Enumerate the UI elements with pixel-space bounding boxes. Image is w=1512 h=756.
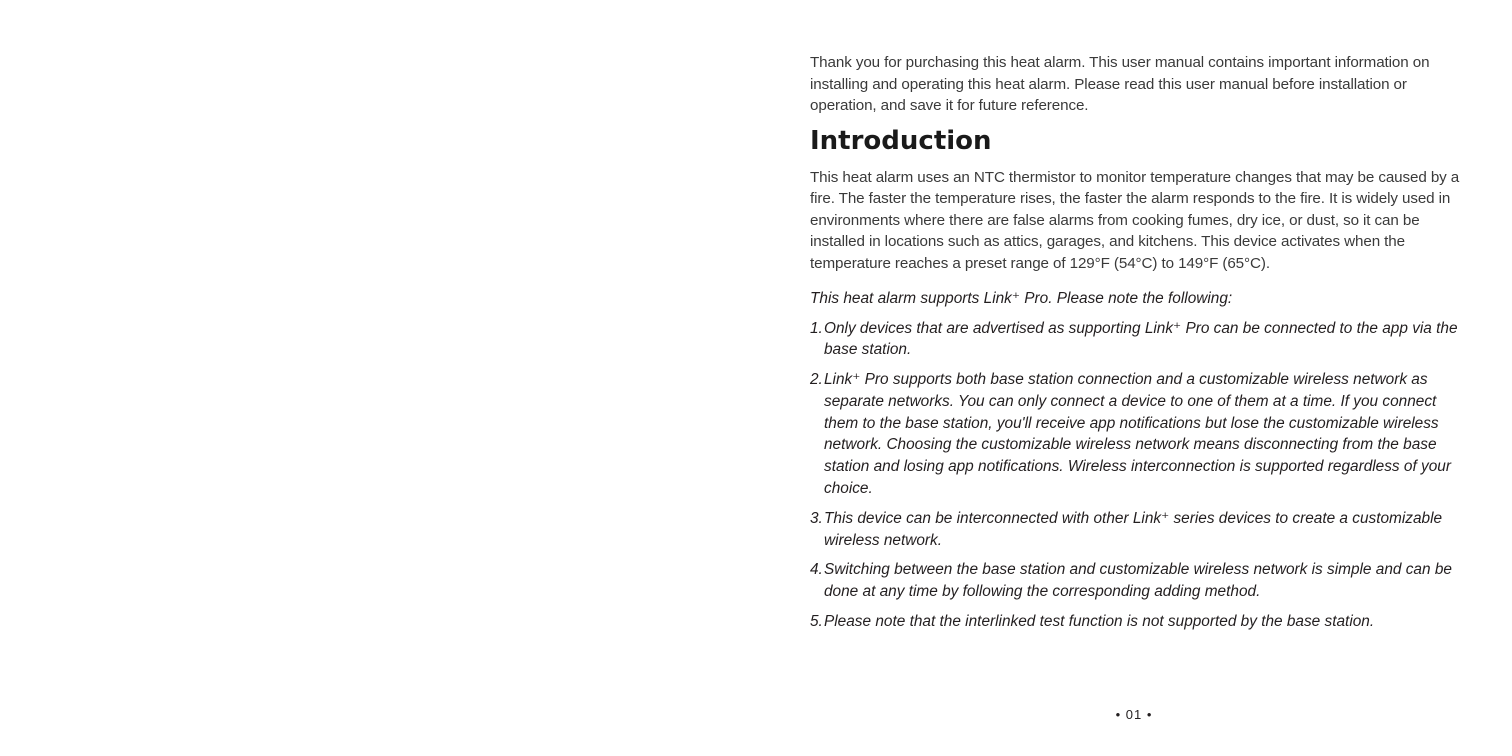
- note-item: [810, 559, 1460, 603]
- description-paragraph: This heat alarm uses an NTC thermistor to monitor temperature changes that may be caused by a fire. The faster the temperature rises, the faster the alarm responds to the fire. It is widely used in environments where there are false alarms from cooking fumes, dry ice, or dust, so it can be installed in locations such as attics, garages, and kitchens. This device activates when the temperature reaches a preset range of 129°F (54°C) to 149°F (65°C).: [810, 168, 1460, 272]
- note-number: 4.: [810, 561, 823, 579]
- intro-paragraph: Thank you for purchasing this heat alarm. This user manual contains important information on installing and operating this heat alarm. Please read this user manual before installation or operation, and save it for future reference.: [810, 54, 1430, 114]
- note-text: Only devices that are advertised as supporting Link⁺ Pro can be connected to the app via the base station.: [824, 319, 1458, 359]
- note-item: [810, 508, 1460, 552]
- note-intro: This heat alarm supports Link⁺ Pro. Please note the following:: [810, 290, 1233, 307]
- note-number: 1.: [810, 319, 823, 337]
- note-list: [810, 318, 1460, 633]
- note-item: [810, 369, 1460, 500]
- note-text: Switching between the base station and customizable wireless network is simple and can be done at any time by following the corresponding adding method.: [824, 561, 1452, 601]
- right-page: [756, 0, 1512, 756]
- note-number: 2.: [810, 371, 823, 389]
- page-number: • 01 •: [1115, 707, 1153, 722]
- note-number: 5.: [810, 613, 823, 631]
- section-heading: Introduction: [810, 125, 992, 156]
- note-item: [810, 611, 1460, 633]
- note-item: [810, 318, 1460, 362]
- page-content: [810, 52, 1460, 641]
- note-number: 3.: [810, 509, 823, 527]
- note-text: This device can be interconnected with other Link⁺ series devices to create a customizable wireless network.: [824, 509, 1443, 549]
- note-text: Please note that the interlinked test function is not supported by the base station.: [824, 613, 1375, 631]
- note-text: Link⁺ Pro supports both base station connection and a customizable wireless network as separate networks. You can only connect a device to one of them at a time. If you connect them to the base station, you'll receive app notifications but lose the customizable wireless network. Choosing the customizable wireless network means disconnecting from the base station and losing app notifications. Wireless interconnection is supported regardless of your choice.: [824, 371, 1451, 498]
